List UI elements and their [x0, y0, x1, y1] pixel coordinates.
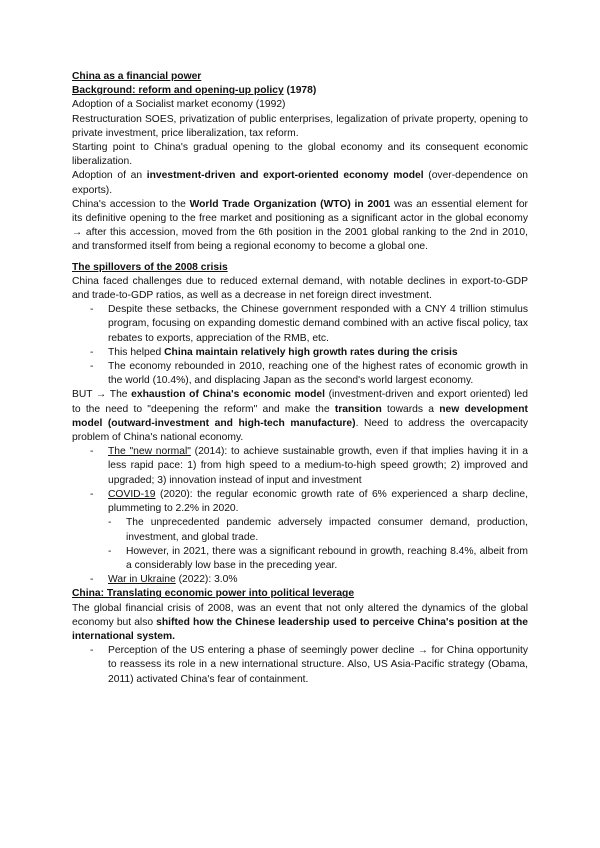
spillovers-heading: The spillovers of the 2008 crisis — [72, 261, 228, 273]
paragraph: Adoption of an investment-driven and export-oriented economy model (over-dependence on exports). — [72, 170, 528, 196]
paragraph: Restructuration SOES, privatization of public enterprises, legalization of private property, opening to private investment, price liberalization, tax reform. — [72, 113, 528, 139]
list-item: - This helped China maintain relatively high growth rates during the crisis — [72, 346, 528, 360]
background-heading: Background: reform and opening-up policy (1978) — [72, 85, 317, 97]
paragraph: Starting point to China's gradual opening to the global economy and its consequent economic liberalization. — [72, 142, 528, 168]
bullet-list — [72, 303, 528, 388]
list-item: - Despite these setbacks, the Chinese government responded with a CNY 4 trillion stimulus program, focusing on expanding domestic demand combined with an active fiscal policy, tax rebates to exports, appreciation of the RMB, etc. — [72, 303, 528, 346]
paragraph: China faced challenges due to reduced external demand, with notable declines in export-to-GDP and trade-to-GDP ratios, as well as a decrease in net foreign direct investment. — [72, 275, 528, 302]
list-item: - The economy rebounded in 2010, reaching one of the highest rates of economic growth in the world (10.4%), and displacing Japan as the second's world largest economy. — [72, 360, 528, 388]
bullet-list — [72, 644, 528, 687]
bullet-list — [72, 445, 528, 587]
doc-title: China as a financial power — [72, 71, 202, 82]
translating-heading: China: Translating economic power into political leverage — [72, 588, 355, 600]
sub-bullet-list — [108, 516, 528, 573]
paragraph: The global financial crisis of 2008, was an event that not only altered the dynamics of the global economy but also shifted how the Chinese leadership used to perceive China's position at the international system. — [72, 602, 528, 642]
paragraph: China's accession to the World Trade Organization (WTO) in 2001 was an essential element for its definitive opening to the free market and positioning as a significant actor in the global economy → after this accession, moved from the 6th position in the 2001 global ranking to the 2nd in 2010, and transformed itself from being a regional economy to become a global one. — [72, 198, 528, 253]
paragraph: Adoption of a Socialist market economy (1992) — [72, 99, 286, 111]
document-body — [72, 70, 528, 687]
list-item: - The unprecedented pandemic adversely impacted consumer demand, production, investment, and global trade. — [108, 516, 528, 544]
paragraph: BUT → The exhaustion of China's economic model (investment-driven and export oriented) led to the need to "deepening the reform" and make the transition towards a new development model (outward-investment and high-tech manufacture). Need to address the overcapacity problem of China's national economy. — [72, 389, 529, 444]
list-item: - However, in 2021, there was a significant rebound in growth, reaching 8.4%, albeit from a considerably low base in the preceding year. — [108, 545, 528, 573]
list-item: - Perception of the US entering a phase of seemingly power decline → for China opportunity to reassess its role in a new international structure. Also, US Asia-Pacific strategy (Obama, 2011) activated China's fear of containment. — [72, 644, 528, 687]
list-item: - The "new normal" (2014): to achieve sustainable growth, even if that implies having it in a less rapid pace: 1) from high speed to a medium-to-high speed growth; 2) improved and upgraded; 3) innovation instead of input and investment — [72, 445, 528, 488]
list-item: - COVID-19 (2020): the regular economic growth rate of 6% experienced a sharp decline, plummeting to 2.2% in 2020. - The unprecedented pandemic adversely impacted consumer demand, production, investment, and global trade. - However, in 2021, there was a significant rebound in growth, reaching 8.4%, albeit from a considerably low base in the preceding year. — [72, 488, 528, 573]
list-item: - War in Ukraine (2022): 3.0% — [72, 573, 528, 587]
